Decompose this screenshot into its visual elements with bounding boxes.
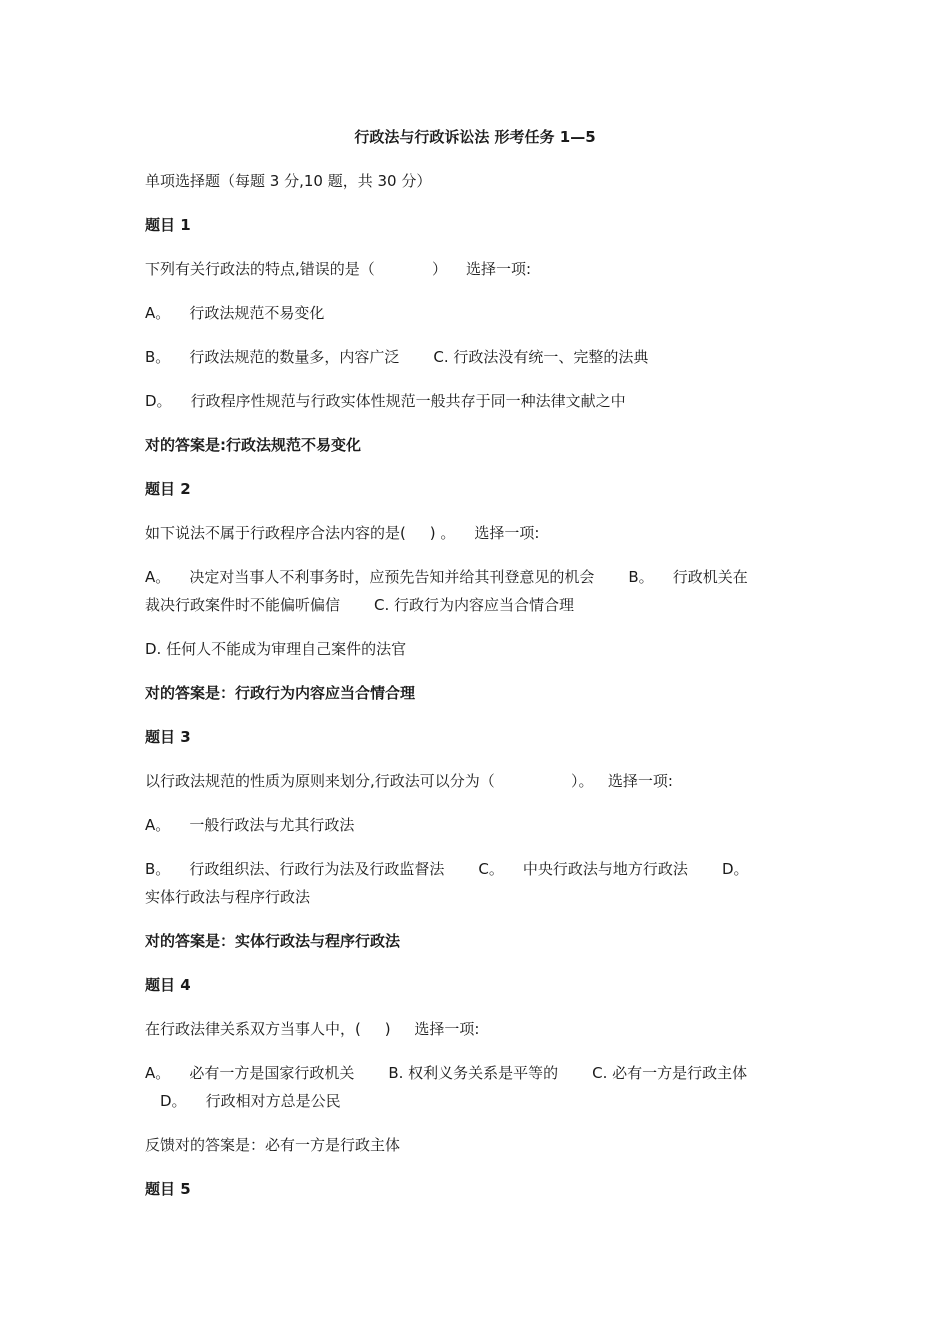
question-1-stem: 下列有关行政法的特点,错误的是（ ） 选择一项:	[145, 260, 532, 278]
document-title: 行政法与行政诉讼法 形考任务 1—5	[354, 128, 596, 146]
question-4-heading: 题目 4	[145, 976, 191, 994]
question-4-option-d: D。 行政相对方总是公民	[160, 1092, 341, 1110]
question-1-answer: 对的答案是:行政法规范不易变化	[145, 436, 362, 454]
question-3-stem: 以行政法规范的性质为原则来划分,行政法可以分为（ ）。 选择一项:	[145, 772, 673, 790]
question-2-option-b: B。 行政机关在	[628, 568, 748, 586]
question-2-option-b-cont: 裁决行政案件时不能偏听偏信	[145, 596, 341, 614]
question-3-option-d: D。	[721, 860, 749, 878]
question-4-option-c: C. 必有一方是行政主体	[592, 1064, 748, 1082]
question-1-option-c: C. 行政法没有统一、完整的法典	[433, 348, 649, 366]
question-2-options-bc	[145, 591, 825, 619]
question-5-heading: 题目 5	[145, 1180, 191, 1198]
question-2-option-d: D. 任何人不能成为审理自己案件的法官	[145, 640, 407, 658]
question-3-option-c: C。 中央行政法与地方行政法	[478, 860, 688, 878]
question-4-options-abc	[145, 1059, 825, 1087]
question-2-stem: 如下说法不属于行政程序合法内容的是( ) 。 选择一项:	[145, 524, 540, 542]
question-3-option-b: B。 行政组织法、行政行为法及行政监督法	[145, 860, 445, 878]
question-2-heading: 题目 2	[145, 480, 191, 498]
question-1-option-a: A。 行政法规范不易变化	[145, 304, 325, 322]
question-1-heading: 题目 1	[145, 216, 191, 234]
question-2-options-ab	[145, 563, 825, 591]
question-1-options-bc	[145, 343, 825, 371]
question-3-option-d-cont: 实体行政法与程序行政法	[145, 888, 311, 906]
question-1-option-d: D。 行政程序性规范与行政实体性规范一般共存于同一种法律文献之中	[145, 392, 626, 410]
question-4-option-b: B. 权利义务关系是平等的	[388, 1064, 559, 1082]
question-2-option-a: A。 决定对当事人不利事务时，应预先告知并给其刊登意见的机会	[145, 568, 595, 586]
question-4-stem: 在行政法律关系双方当事人中，( ) 选择一项:	[145, 1020, 480, 1038]
question-2-answer: 对的答案是：行政行为内容应当合情合理	[145, 684, 416, 702]
question-3-heading: 题目 3	[145, 728, 191, 746]
section-heading: 单项选择题（每题 3 分,10 题，共 30 分）	[145, 172, 432, 190]
question-3-option-a: A。 一般行政法与尤其行政法	[145, 816, 355, 834]
question-4-answer: 反馈对的答案是：必有一方是行政主体	[145, 1136, 401, 1154]
question-1-option-b: B。 行政法规范的数量多，内容广泛	[145, 348, 400, 366]
question-3-answer: 对的答案是：实体行政法与程序行政法	[145, 932, 401, 950]
question-4-option-a: A。 必有一方是国家行政机关	[145, 1064, 355, 1082]
question-3-options-bcd	[145, 855, 825, 883]
question-2-option-c: C. 行政行为内容应当合情合理	[374, 596, 575, 614]
